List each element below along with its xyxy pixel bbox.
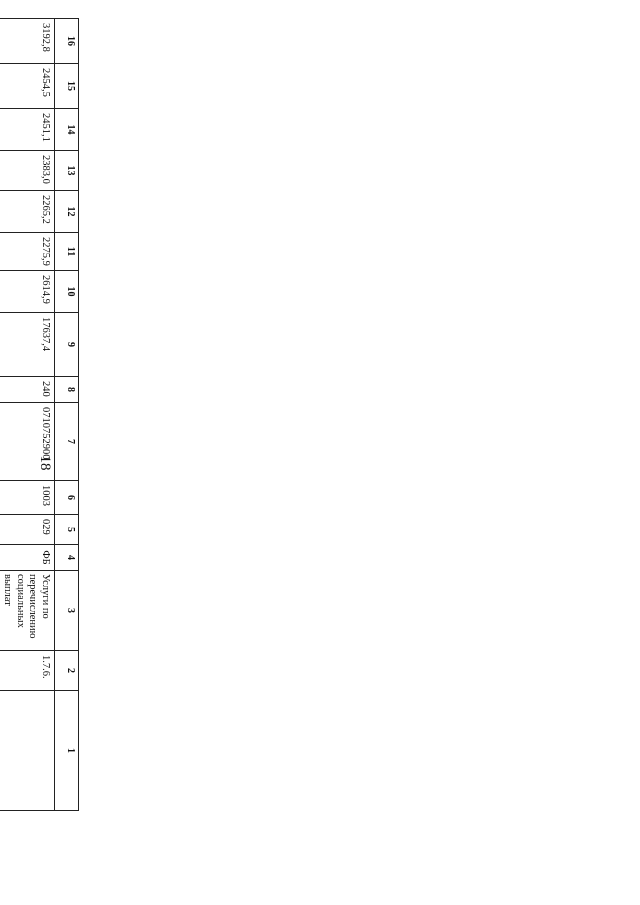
- header-col-2: 2: [55, 651, 79, 691]
- cell-value: 2614,9: [0, 271, 55, 313]
- header-col-16: 16: [55, 19, 79, 64]
- cell-code: ФБ: [0, 545, 55, 571]
- cell-value: 2451,1: [0, 109, 55, 151]
- cell-code: 029: [0, 515, 55, 545]
- cell-code: 240: [0, 377, 55, 403]
- header-col-11: 11: [55, 233, 79, 271]
- cell-value: 2454,5: [0, 64, 55, 109]
- cell-value: 2265,2: [0, 191, 55, 233]
- cell-value: 3192,8: [0, 19, 55, 64]
- header-col-8: 8: [55, 377, 79, 403]
- header-col-1: 1: [55, 691, 79, 811]
- cell-value: 17637,4: [0, 313, 55, 377]
- cell-description: Услуги по перечислению социальных выплат: [0, 571, 55, 651]
- page-number: 18: [37, 455, 53, 471]
- header-col-10: 10: [55, 271, 79, 313]
- header-col-5: 5: [55, 515, 79, 545]
- cell-number: 1.7.6.: [0, 651, 55, 691]
- cell-code: 0710752900: [0, 403, 55, 481]
- header-col-4: 4: [55, 545, 79, 571]
- cell-value: 2275,9: [0, 233, 55, 271]
- header-col-14: 14: [55, 109, 79, 151]
- header-col-3: 3: [55, 571, 79, 651]
- cell-empty: [0, 691, 55, 811]
- header-col-9: 9: [55, 313, 79, 377]
- header-col-7: 7: [55, 403, 79, 481]
- rotated-table-sheet: [0, 18, 79, 810]
- data-table: [0, 18, 79, 811]
- table-row-1-7-6: [0, 19, 55, 811]
- header-col-6: 6: [55, 481, 79, 515]
- header-col-13: 13: [55, 151, 79, 191]
- cell-value: 2383,0: [0, 151, 55, 191]
- header-col-15: 15: [55, 64, 79, 109]
- table-header-row: [55, 19, 79, 811]
- cell-code: 1003: [0, 481, 55, 515]
- header-col-12: 12: [55, 191, 79, 233]
